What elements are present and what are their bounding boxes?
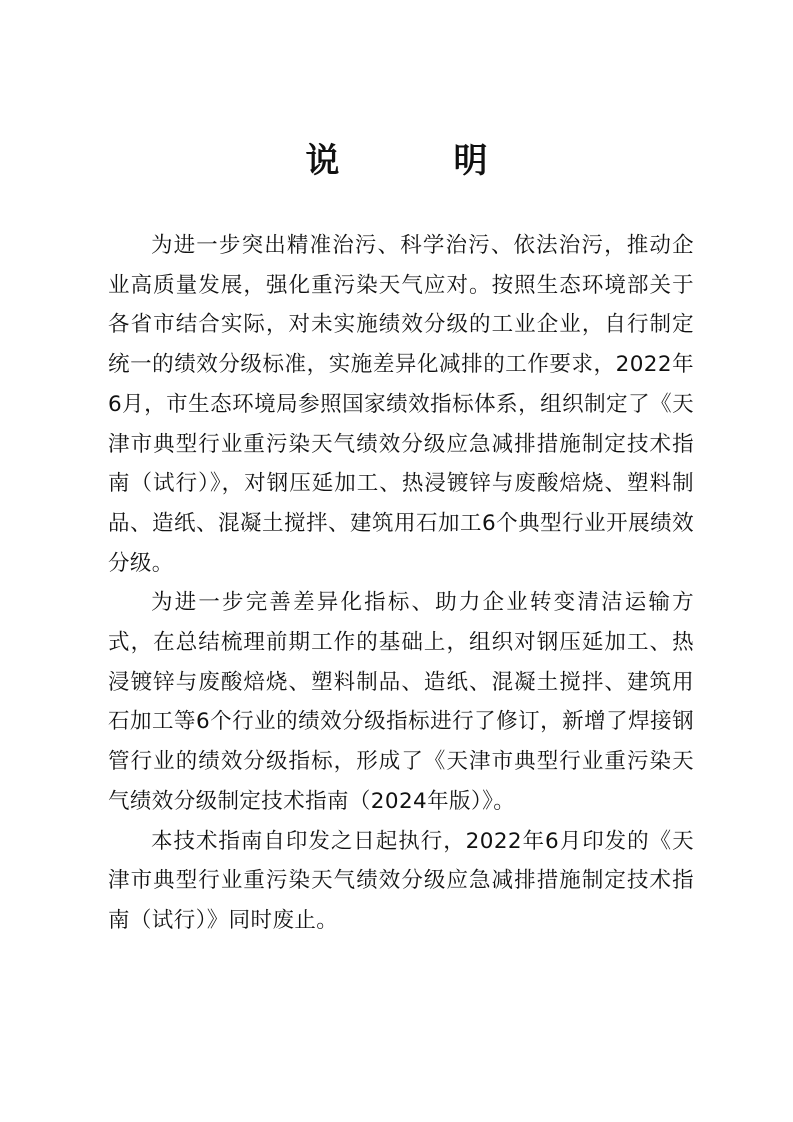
- document-body: [108, 226, 694, 941]
- paragraph-1: 为进一步突出精准治污、科学治污、依法治污，推动企业高质量发展，强化重污染天气应对。按照生态环境部关于各省市结合实际，对未实施绩效分级的工业企业，自行制定统一的绩效分级标准，实施差异化减排的工作要求，2022年6月，市生态环境局参照国家绩效指标体系，组织制定了《天津市典型行业重污染天气绩效分级应急减排措施制定技术指南（试行）》，对钢压延加工、热浸镀锌与废酸焙烧、塑料制品、造纸、混凝土搅拌、建筑用石加工6个典型行业开展绩效分级。: [108, 233, 694, 576]
- paragraph-2: 为进一步完善差异化指标、助力企业转变清洁运输方式，在总结梳理前期工作的基础上，组织对钢压延加工、热浸镀锌与废酸焙烧、塑料制品、造纸、混凝土搅拌、建筑用石加工等6个行业的绩效分级指标进行了修订，新增了焊接钢管行业的绩效分级指标，形成了《天津市典型行业重污染天气绩效分级制定技术指南（2024年版）》。: [108, 590, 694, 814]
- page-title: 说 明: [305, 141, 528, 181]
- paragraph-3: 本技术指南自印发之日起执行，2022年6月印发的《天津市典型行业重污染天气绩效分级应急减排措施制定技术指南（试行）》同时废止。: [108, 828, 694, 933]
